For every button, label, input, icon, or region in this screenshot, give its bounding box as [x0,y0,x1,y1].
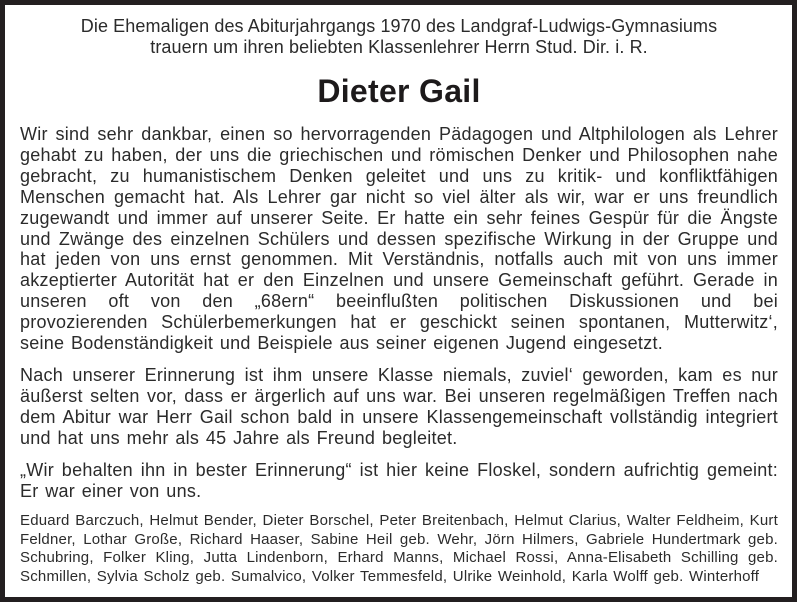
mourners-list: Eduard Barczuch, Helmut Bender, Dieter Borschel, Peter Breitenbach, Helmut Clarius, Walter Feldheim, Kurt Feldner, Lothar Große, Richard Haaser, Sabine Heil geb. Wehr, Jörn Hilmers, Gabriele Hundertmark geb. Schubring, Folker Kling, Jutta Lindenborn, Erhard Manns, Michael Rossi, Anna-Elisabeth Schilling geb. Schmillen, Sylvia Scholz geb. Sumalvico, Volker Temmesfeld, Ulrike Weinhold, Karla Wolff geb. Winterhoff [20,512,778,585]
tribute-paragraph-3: „Wir behalten ihn in bester Erinnerung“ ist hier keine Floskel, sondern aufrichtig gemeint: Er war einer von uns. [20,459,778,501]
intro-line-1: Die Ehemaligen des Abiturjahrgangs 1970 des Landgraf-Ludwigs-Gymnasiums [80,16,718,36]
intro-line-2: trauern um ihren beliebten Klassenlehrer Herrn Stud. Dir. i. R. [150,37,648,57]
deceased-name: Dieter Gail [317,73,481,109]
tribute-paragraph-2: Nach unserer Erinnerung ist ihm unsere Klasse niemals, zuviel‘ geworden, kam es nur äußerst selten vor, dass er ärgerlich auf uns war. Bei unseren regelmäßigen Treffen nach dem Abitur war Herr Gail schon bald in unsere Klassengemeinschaft vollständig integriert und hat uns mehr als 45 Jahre als Freund begleitet. [20,364,778,448]
tribute-paragraph-1: Wir sind sehr dankbar, einen so hervorragenden Pädagogen und Altphilologen als Lehrer gehabt zu haben, der uns die griechischen und römischen Denker und Philosophen nahe gebracht, zu humanistischem Denken geleitet und uns zu kritik- und konfliktfähigen Menschen gemacht hat. Als Lehrer gar nicht so viel älter als wir, war er uns freundlich zugewandt und immer auf unserer Seite. Er hatte ein sehr feines Gespür für die Ängste und Zwänge des einzelnen Schülers und dessen spezifische Wirkung in der Gruppe und hat jeden von uns ernst genommen. Mit Verständnis, notfalls auch mit von uns immer akzeptierter Autorität hat er den Einzelnen und unsere Gemeinschaft geführt. Gerade in unseren oft von den „68ern“ beeinflußten politischen Diskussionen und bei provozierenden Schülerbemerkungen hat er geschickt seinen spontanen, Mutterwitz‘, seine Bodenständigkeit und Beispiele aus seiner eigenen Jugend eingesetzt. [20,124,778,354]
intro-text [20,16,778,58]
